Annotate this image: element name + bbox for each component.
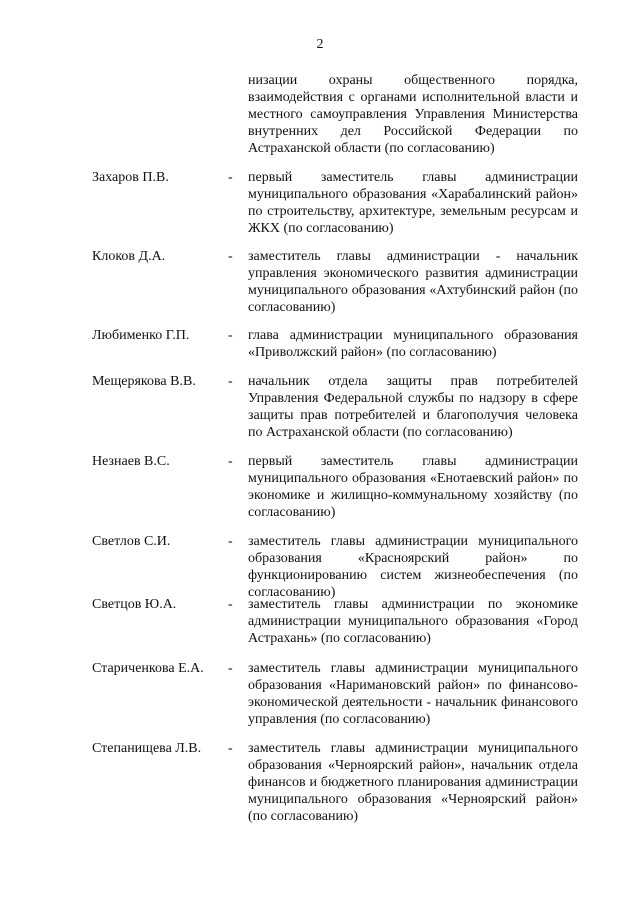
- person-name: Незнаев В.С.: [92, 454, 170, 469]
- dash-separator: -: [228, 374, 233, 389]
- person-description: заместитель главы администрации - начальник управления экономического развития администрации муниципального образования «Ахтубинский район (по согласованию): [248, 249, 578, 315]
- person-description: первый заместитель главы администрации муниципального образования «Енотаевский район» по экономике и жилищно-коммунальному хозяйству (по согласованию): [248, 454, 578, 520]
- dash-separator: -: [228, 328, 233, 343]
- dash-separator: -: [228, 741, 233, 756]
- person-description: глава администрации муниципального образования «Приволжский район» (по согласованию): [248, 328, 578, 360]
- person-name: Мещерякова В.В.: [92, 374, 196, 389]
- dash-separator: -: [228, 534, 233, 549]
- dash-separator: -: [228, 597, 233, 612]
- person-name: Клоков Д.А.: [92, 249, 166, 264]
- person-description: начальник отдела защиты прав потребителей Управления Федеральной службы по надзору в сфере защиты прав потребителей и благополучия человека по Астраханской области (по согласованию): [248, 374, 578, 440]
- person-name: Захаров П.В.: [92, 170, 169, 185]
- person-description: заместитель главы администрации муниципального образования «Красноярский район» по функционированию систем жизнеобеспечения (по согласованию): [248, 534, 578, 600]
- continuation-paragraph: низации охраны общественного порядка, взаимодействия с органами исполнительной власти и местного самоуправления Управления Министерства внутренних дел Российской Федерации по Астраханской области (по согласованию): [248, 73, 578, 156]
- person-name: Светлов С.И.: [92, 534, 171, 549]
- person-name: Степанищева Л.В.: [92, 741, 202, 756]
- dash-separator: -: [228, 454, 233, 469]
- dash-separator: -: [228, 170, 233, 185]
- person-description: заместитель главы администрации по экономике администрации муниципального образования «Город Астрахань» (по согласованию): [248, 597, 578, 646]
- page-number: 2: [316, 37, 324, 52]
- dash-separator: -: [228, 249, 233, 264]
- person-name: Любименко Г.П.: [92, 328, 190, 343]
- person-description: заместитель главы администрации муниципального образования «Черноярский район», начальник отдела финансов и бюджетного планирования администрации муниципального образования «Черноярский район» (по согласованию): [248, 741, 578, 824]
- person-name: Стариченкова Е.А.: [92, 661, 204, 676]
- dash-separator: -: [228, 661, 233, 676]
- person-name: Светцов Ю.А.: [92, 597, 177, 612]
- person-description: заместитель главы администрации муниципального образования «Наримановский район» по финансово-экономической деятельности - начальник финансового управления (по согласованию): [248, 661, 578, 727]
- person-description: первый заместитель главы администрации муниципального образования «Харабалинский район» по строительству, архитектуре, земельным ресурсам и ЖКХ (по согласованию): [248, 170, 578, 236]
